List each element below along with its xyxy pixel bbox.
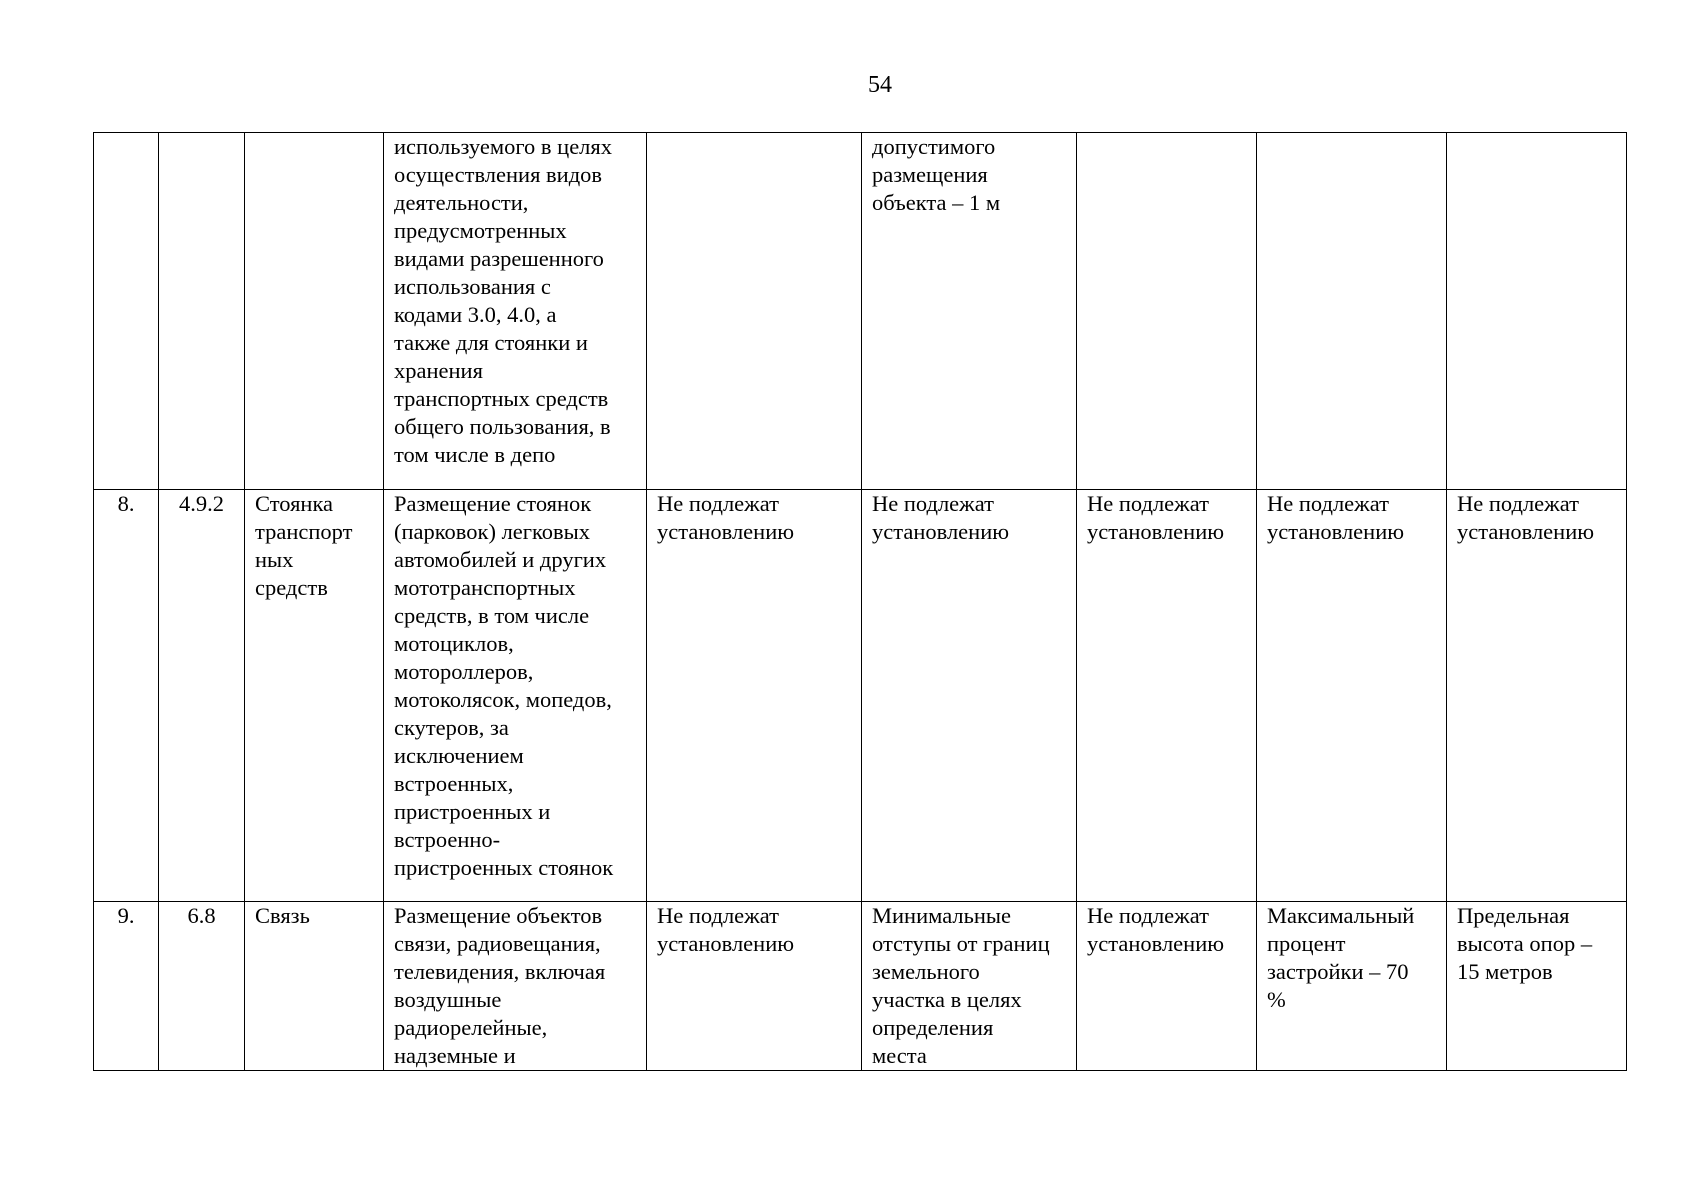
table-row [94, 133, 1627, 490]
parameter-cell: Не подлежат установлению [1077, 902, 1257, 1071]
table-row [94, 902, 1627, 1071]
use-name-cell [245, 133, 384, 490]
parameter-cell [1257, 133, 1447, 490]
parameter-cell: Не подлежат установлению [1257, 490, 1447, 902]
table-row [94, 490, 1627, 902]
description-cell: используемого в целях осуществления видов деятельности, предусмотренных видами разрешенного использования с кодами 3.0, 4.0, а также для стоянки и хранения транспортных средств общего пользования, в том числе в депо [384, 133, 647, 490]
use-name-cell: Связь [245, 902, 384, 1071]
parameter-cell: Не подлежат установлению [647, 902, 862, 1071]
parameter-cell: Не подлежат установлению [647, 490, 862, 902]
description-cell: Размещение стоянок (парковок) легковых автомобилей и других мототранспортных средств, в том числе мотоциклов, мотороллеров, мотоколясок, мопедов, скутеров, за исключением встроенных, пристроенных и встроенно- пристроенных стоянок [384, 490, 647, 902]
code-cell: 6.8 [159, 902, 245, 1071]
use-name-cell: Стоянка транспорт ных средств [245, 490, 384, 902]
parameter-cell: Предельная высота опор – 15 метров [1447, 902, 1627, 1071]
code-cell [159, 133, 245, 490]
parameter-cell: Максимальный процент застройки – 70 % [1257, 902, 1447, 1071]
parameter-cell: Не подлежат установлению [1077, 490, 1257, 902]
page-number: 54 [868, 72, 892, 98]
zoning-table [93, 132, 1627, 1071]
parameter-cell: Не подлежат установлению [1447, 490, 1627, 902]
parameter-cell: Не подлежат установлению [862, 490, 1077, 902]
row-number-cell [94, 133, 159, 490]
parameter-cell [647, 133, 862, 490]
code-cell: 4.9.2 [159, 490, 245, 902]
parameter-cell: Минимальные отступы от границ земельного участка в целях определения места [862, 902, 1077, 1071]
parameter-cell [1077, 133, 1257, 490]
parameter-cell: допустимого размещения объекта – 1 м [862, 133, 1077, 490]
description-cell: Размещение объектов связи, радиовещания, телевидения, включая воздушные радиорелейные, надземные и [384, 902, 647, 1071]
row-number-cell: 8. [94, 490, 159, 902]
parameter-cell [1447, 133, 1627, 490]
row-number-cell: 9. [94, 902, 159, 1071]
